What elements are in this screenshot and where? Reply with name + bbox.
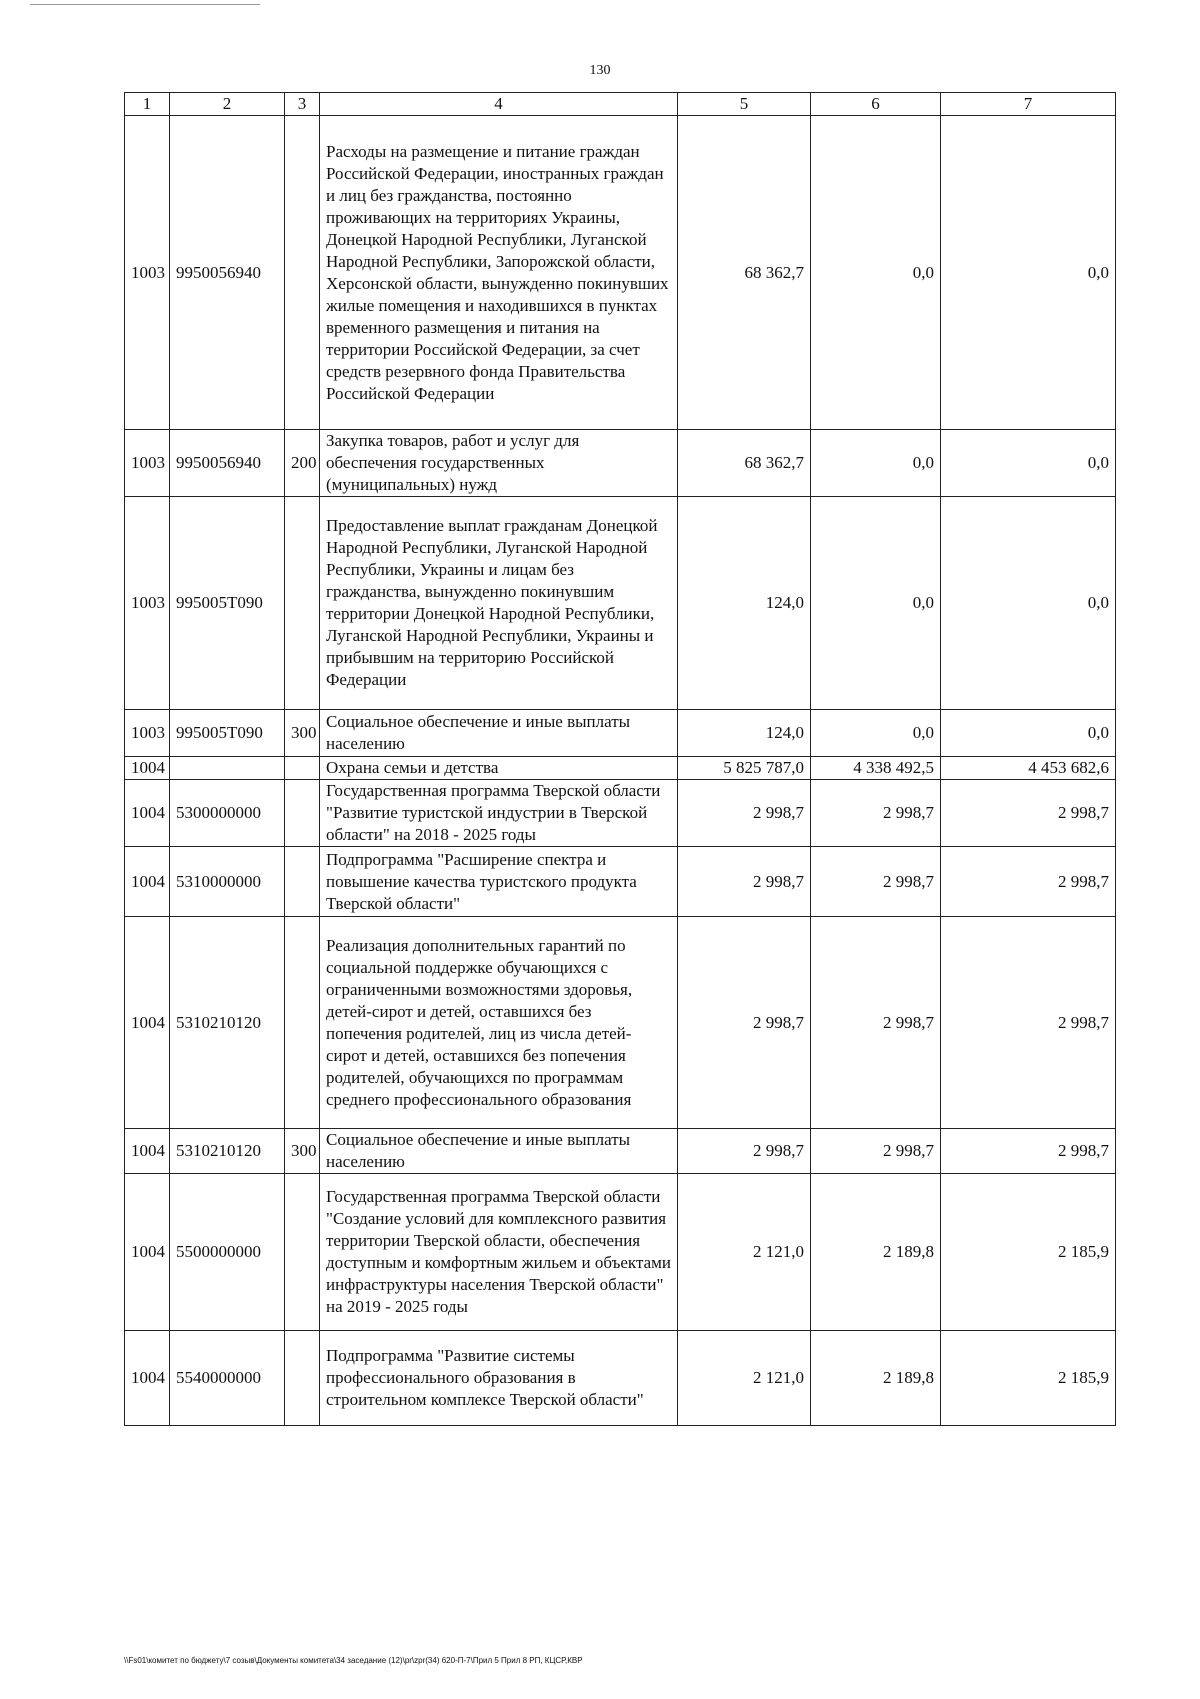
file-path-footer: \\Fs01\комитет по бюджету\7 созыв\Документы комитета\34 заседание (12)\pr\zpr(34) 620-П-7\Прил 5 Прил 8 РП, КЦСР,КВР (124, 1656, 583, 1665)
amount-col-7: 0,0 (941, 116, 1116, 430)
table-row (125, 847, 1116, 917)
amount-col-6: 0,0 (811, 116, 941, 430)
table-row (125, 1174, 1116, 1331)
amount-col-6: 2 998,7 (811, 847, 941, 917)
amount-col-6: 2 998,7 (811, 917, 941, 1129)
section-code: 1003 (125, 116, 170, 430)
target-article-code (170, 757, 285, 780)
amount-col-6: 2 998,7 (811, 1129, 941, 1174)
amount-col-6: 0,0 (811, 430, 941, 497)
section-code: 1004 (125, 917, 170, 1129)
table-row (125, 917, 1116, 1129)
expense-type-code (285, 116, 320, 430)
table-row (125, 710, 1116, 757)
amount-col-6: 2 189,8 (811, 1331, 941, 1426)
section-code: 1003 (125, 710, 170, 757)
amount-col-6: 0,0 (811, 710, 941, 757)
section-code: 1004 (125, 1129, 170, 1174)
amount-col-7: 2 998,7 (941, 917, 1116, 1129)
target-article-code: 995005Т090 (170, 710, 285, 757)
page-number: 130 (589, 63, 611, 78)
amount-col-5: 124,0 (678, 710, 811, 757)
amount-col-5: 68 362,7 (678, 116, 811, 430)
amount-col-5: 124,0 (678, 497, 811, 710)
target-article-code: 995005Т090 (170, 497, 285, 710)
row-description: Подпрограмма "Развитие системы профессионального образования в строительном комплексе Тверской области" (320, 1331, 678, 1426)
row-description: Предоставление выплат гражданам Донецкой Народной Республики, Луганской Народной Республики, Украины и лицам без гражданства, вынужденно покинувшим территории Донецкой Народной Республики, Луганской Народной Республики, Украины и прибывшим на территорию Российской Федерации (320, 497, 678, 710)
header-col-4: 4 (320, 93, 678, 116)
amount-col-6: 2 998,7 (811, 780, 941, 847)
row-description: Расходы на размещение и питание граждан Российской Федерации, иностранных граждан и лиц без гражданства, постоянно проживающих на территориях Украины, Донецкой Народной Республики, Луганской Народной Республики, Запорожской области, Херсонской области, вынужденно покинувших жилые помещения и находившихся в пунктах временного размещения и питания на территории Российской Федерации, за счет средств резервного фонда Правительства Российской Федерации (320, 116, 678, 430)
header-col-3: 3 (285, 93, 320, 116)
section-code: 1004 (125, 1174, 170, 1331)
amount-col-5: 2 998,7 (678, 917, 811, 1129)
target-article-code: 5310000000 (170, 847, 285, 917)
expense-type-code (285, 1174, 320, 1331)
amount-col-5: 2 998,7 (678, 847, 811, 917)
expense-type-code (285, 780, 320, 847)
header-row (125, 93, 1116, 116)
expense-type-code (285, 1331, 320, 1426)
amount-col-7: 2 998,7 (941, 847, 1116, 917)
target-article-code: 5540000000 (170, 1331, 285, 1426)
amount-col-5: 5 825 787,0 (678, 757, 811, 780)
expense-type-code: 300 (285, 1129, 320, 1174)
expense-type-code (285, 847, 320, 917)
amount-col-7: 0,0 (941, 710, 1116, 757)
header-col-2: 2 (170, 93, 285, 116)
amount-col-7: 2 998,7 (941, 1129, 1116, 1174)
table-row (125, 780, 1116, 847)
header-col-7: 7 (941, 93, 1116, 116)
amount-col-5: 2 121,0 (678, 1174, 811, 1331)
section-code: 1003 (125, 430, 170, 497)
row-description: Социальное обеспечение и иные выплаты населению (320, 710, 678, 757)
section-code: 1004 (125, 757, 170, 780)
budget-table (124, 92, 1116, 1426)
table-row (125, 757, 1116, 780)
table-row (125, 116, 1116, 430)
expense-type-code: 200 (285, 430, 320, 497)
expense-type-code (285, 917, 320, 1129)
amount-col-7: 0,0 (941, 430, 1116, 497)
expense-type-code: 300 (285, 710, 320, 757)
header-col-1: 1 (125, 93, 170, 116)
target-article-code: 5310210120 (170, 917, 285, 1129)
amount-col-5: 2 998,7 (678, 1129, 811, 1174)
section-code: 1004 (125, 780, 170, 847)
row-description: Реализация дополнительных гарантий по социальной поддержке обучающихся с ограниченными возможностями здоровья, детей-сирот и детей, оставшихся без попечения родителей, лиц из числа детей-сирот и детей, оставшихся без попечения родителей, обучающихся по программам среднего профессионального образования (320, 917, 678, 1129)
amount-col-5: 2 121,0 (678, 1331, 811, 1426)
table-row (125, 430, 1116, 497)
amount-col-7: 0,0 (941, 497, 1116, 710)
amount-col-7: 4 453 682,6 (941, 757, 1116, 780)
section-code: 1004 (125, 1331, 170, 1426)
expense-type-code (285, 497, 320, 710)
table-row (125, 1129, 1116, 1174)
target-article-code: 9950056940 (170, 116, 285, 430)
table-row (125, 1331, 1116, 1426)
amount-col-6: 2 189,8 (811, 1174, 941, 1331)
amount-col-5: 2 998,7 (678, 780, 811, 847)
target-article-code: 9950056940 (170, 430, 285, 497)
amount-col-6: 4 338 492,5 (811, 757, 941, 780)
scan-edge-line (30, 4, 260, 5)
target-article-code: 5300000000 (170, 780, 285, 847)
table-row (125, 497, 1116, 710)
row-description: Государственная программа Тверской области "Создание условий для комплексного развития территории Тверской области, обеспечения доступным и комфортным жильем и объектами инфраструктуры населения Тверской области" на 2019 - 2025 годы (320, 1174, 678, 1331)
target-article-code: 5310210120 (170, 1129, 285, 1174)
amount-col-7: 2 185,9 (941, 1174, 1116, 1331)
section-code: 1004 (125, 847, 170, 917)
row-description: Государственная программа Тверской области "Развитие туристской индустрии в Тверской области" на 2018 - 2025 годы (320, 780, 678, 847)
amount-col-7: 2 998,7 (941, 780, 1116, 847)
row-description: Социальное обеспечение и иные выплаты населению (320, 1129, 678, 1174)
row-description: Подпрограмма "Расширение спектра и повышение качества туристского продукта Тверской области" (320, 847, 678, 917)
target-article-code: 5500000000 (170, 1174, 285, 1331)
row-description: Закупка товаров, работ и услуг для обеспечения государственных (муниципальных) нужд (320, 430, 678, 497)
section-code: 1003 (125, 497, 170, 710)
amount-col-5: 68 362,7 (678, 430, 811, 497)
amount-col-6: 0,0 (811, 497, 941, 710)
row-description: Охрана семьи и детства (320, 757, 678, 780)
amount-col-7: 2 185,9 (941, 1331, 1116, 1426)
header-col-5: 5 (678, 93, 811, 116)
header-col-6: 6 (811, 93, 941, 116)
expense-type-code (285, 757, 320, 780)
